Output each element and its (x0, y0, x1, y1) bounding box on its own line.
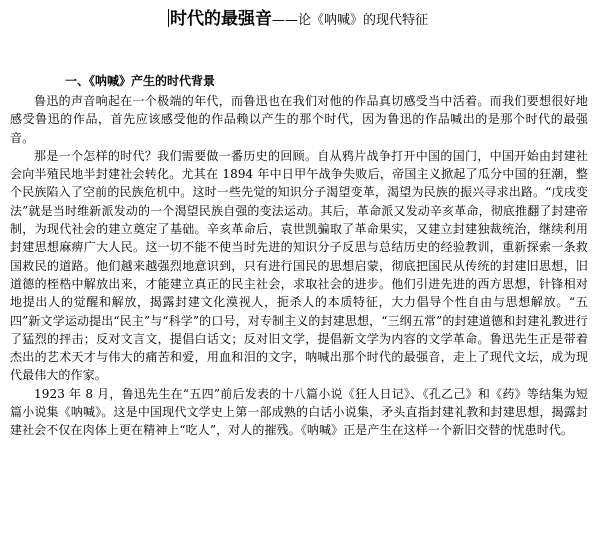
paragraph-3: 1923 年 8 月，鲁迅先生在“五四”前后发表的十八篇小说《狂人日记》、《孔乙己》和《药》等结集为短篇小说集《呐喊》。这是中国现代文学史上第一部成熟的白话小说集，矛头直指封建礼教和封建思想，揭露封建社会不仅在肉体上更在精神上“吃人”，对人的摧残。《呐喊》正是产生在这样一个新旧交替的忧患时代。 (10, 386, 588, 438)
paragraph-2: 那是一个怎样的时代？我们需要做一番历史的回顾。自从鸦片战争打开中国的国门，中国开始由封建社会向半殖民地半封建社会转化。尤其在 1894 年中日甲午战争失败后，帝国主义掀起了瓜分中国的狂潮，整个民族陷入了空前的民族危机中。这时一些先觉的知识分子渴望变革，渴望为民族的振兴寻求出路。“戊戌变法”就是当时维新派发动的一个渴望民族自强的变法运动。其后，革命派又发动辛亥革命，彻底推翻了封建帝制，为现代社会的建立奠定了基础。辛亥革命后，袁世凯骗取了革命果实，又建立封建独裁统治，继续利用封建思想麻痹广大人民。这一切不能不使当时先进的知识分子反思与总结历史的经验教训，重新探索一条救国救民的道路。他们越来越强烈地意识到，只有进行国民的思想启蒙，彻底把国民从传统的封建旧思想，旧道德的桎梏中解放出来，才能建立真正的民主社会，求取社会的进步。他们引进先进的西方思想，针锋相对地提出人的觉醒和解放，揭露封建文化漠视人，扼杀人的本质特征，大力倡导个性自由与思想解放。“五四”新文学运动提出“民主”与“科学”的口号，对专制主义的封建思想，“三纲五常”的封建道德和封建礼教进行了猛烈的抨击；反对文言文，提倡白话文；反对旧文学，提倡新文学为内容的文学革命。鲁迅先生正是带着杰出的艺术天才与伟大的痛苦和爱，用血和泪的文字，呐喊出那个时代的最强音，走上了现代文坛，成为现代最伟大的作家。 (10, 148, 588, 383)
section-heading: 一、《呐喊》产生的时代背景 (65, 74, 216, 88)
document-title (0, 4, 596, 29)
document-body (10, 72, 588, 440)
paragraph-1: 鲁迅的声音响起在一个极端的年代，而鲁迅也在我们对他的作品真切感受当中活着。而我们要想很好地感受鲁迅的作品，首先应该感受他的作品赖以产生的那个时代，因为鲁迅的作品喊出的是那个时代的最强音。 (10, 94, 588, 145)
title-main: 时代的最强音 (169, 9, 272, 29)
text-cursor (168, 9, 169, 27)
title-subtitle: ——论《呐喊》的现代特征 (271, 13, 428, 28)
